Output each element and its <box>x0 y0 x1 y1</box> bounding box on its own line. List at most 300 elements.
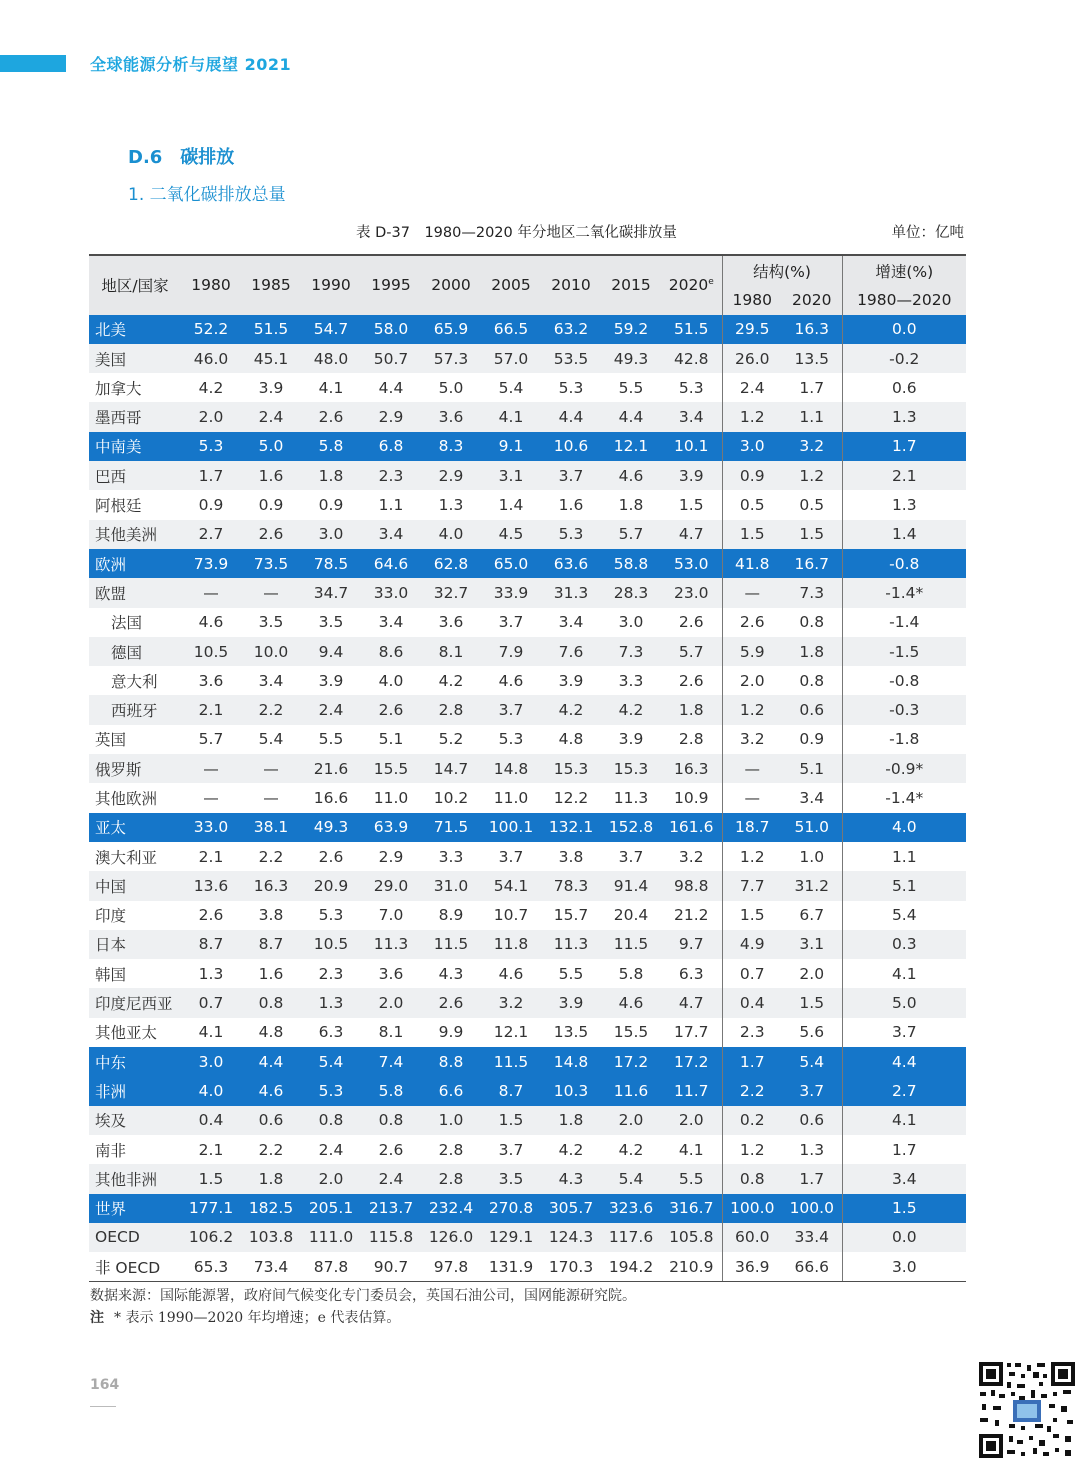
header-year: 1995 <box>361 255 421 315</box>
cell-structure: 16.3 <box>782 315 842 344</box>
cell-emission: 2.6 <box>301 402 361 431</box>
table-row <box>89 344 966 373</box>
cell-emission: 129.1 <box>481 1223 541 1252</box>
cell-emission: 210.9 <box>661 1252 722 1282</box>
cell-structure: 33.4 <box>782 1223 842 1252</box>
cell-emission: 2.2 <box>241 695 301 724</box>
cell-emission: 1.5 <box>481 1106 541 1135</box>
table-row <box>89 783 966 812</box>
row-name: 亚太 <box>89 813 181 842</box>
table-row-region <box>89 1047 966 1076</box>
row-name: 日本 <box>89 930 181 959</box>
table-row <box>89 637 966 666</box>
cell-emission: 13.5 <box>553 1023 589 1042</box>
cell-emission: 90.7 <box>361 1252 421 1282</box>
cell-structure: 5.6 <box>799 1023 825 1042</box>
cell-emission: 34.7 <box>301 578 361 607</box>
table-row <box>89 520 966 549</box>
cell-emission: 15.5 <box>613 1023 649 1042</box>
cell-emission: 73.5 <box>241 549 301 578</box>
cell-emission: 32.7 <box>421 578 481 607</box>
cell-emission: 2.1 <box>181 695 241 724</box>
cell-emission: 5.7 <box>661 637 722 666</box>
cell-emission: 45.1 <box>241 344 301 373</box>
cell-emission: 124.3 <box>541 1223 601 1252</box>
cell-emission: 49.3 <box>601 344 661 373</box>
cell-emission: 15.3 <box>601 754 661 783</box>
cell-emission: 15.7 <box>553 906 589 925</box>
cell-emission: 2.2 <box>258 1140 284 1159</box>
cell-emission: 58.0 <box>361 315 421 344</box>
cell-structure: 2.3 <box>722 1018 782 1047</box>
table-row <box>89 1223 966 1252</box>
row-name: 其他欧洲 <box>95 789 158 808</box>
row-name: 德国 <box>89 637 181 666</box>
cell-structure: 13.5 <box>782 344 842 373</box>
cell-emission: 49.3 <box>301 813 361 842</box>
cell-structure: 0.7 <box>722 959 782 988</box>
table-row <box>89 1018 966 1047</box>
table-row <box>89 959 966 988</box>
table-row-region <box>89 315 966 344</box>
cell-emission: 0.9 <box>198 496 224 515</box>
cell-emission: 17.2 <box>661 1047 722 1076</box>
cell-emission: 11.3 <box>361 930 421 959</box>
cell-emission: 2.0 <box>181 402 241 431</box>
cell-emission: 6.3 <box>678 964 704 983</box>
row-name: 加拿大 <box>95 379 142 398</box>
cell-emission: 5.7 <box>601 520 661 549</box>
cell-emission: 29.0 <box>361 871 421 900</box>
cell-emission: 38.1 <box>241 813 301 842</box>
table-row <box>89 1164 966 1193</box>
cell-emission: 3.4 <box>361 520 421 549</box>
cell-emission: 2.9 <box>361 402 421 431</box>
cell-emission: 3.7 <box>498 847 524 866</box>
cell-structure: 4.9 <box>722 930 782 959</box>
table-row <box>89 901 966 930</box>
cell-emission: 170.3 <box>541 1252 601 1282</box>
cell-emission: 20.4 <box>613 906 649 925</box>
cell-emission: 4.0 <box>181 1076 241 1105</box>
cell-emission: 98.8 <box>661 871 722 900</box>
cell-emission: 2.3 <box>361 461 421 490</box>
cell-emission: 10.5 <box>181 637 241 666</box>
cell-emission: 5.3 <box>678 378 704 397</box>
table-row <box>89 461 966 490</box>
cell-emission: 3.7 <box>618 847 644 866</box>
cell-growth: 1.5 <box>842 1194 966 1223</box>
cell-emission: 2.9 <box>421 461 481 490</box>
cell-emission: 53.0 <box>661 549 722 578</box>
cell-emission: 73.4 <box>241 1252 301 1282</box>
cell-emission: — <box>181 578 241 607</box>
cell-emission: 3.6 <box>438 613 464 632</box>
cell-growth: 4.0 <box>842 813 966 842</box>
header-accent-bar <box>0 55 66 72</box>
cell-emission: 4.0 <box>421 520 481 549</box>
cell-growth: 4.1 <box>842 959 966 988</box>
cell-emission: 0.7 <box>181 988 241 1017</box>
row-name: 澳大利亚 <box>95 848 158 867</box>
cell-emission: 7.3 <box>601 637 661 666</box>
cell-emission: 6.8 <box>361 432 421 461</box>
cell-emission: 11.8 <box>481 930 541 959</box>
cell-emission: 4.7 <box>661 988 722 1017</box>
cell-emission: 323.6 <box>601 1194 661 1223</box>
cell-growth: -0.8 <box>842 666 966 695</box>
cell-growth: 1.3 <box>842 490 966 519</box>
cell-emission: 1.6 <box>558 496 584 515</box>
row-name: 南非 <box>95 1141 127 1160</box>
cell-structure: 2.0 <box>722 666 782 695</box>
cell-structure: 1.2 <box>722 695 782 724</box>
cell-structure: 3.0 <box>722 432 782 461</box>
header-year: 1990 <box>301 255 361 315</box>
row-name: 其他美洲 <box>89 520 181 549</box>
cell-structure: 16.7 <box>782 549 842 578</box>
cell-emission: 63.2 <box>541 315 601 344</box>
row-name: 巴西 <box>89 461 181 490</box>
cell-emission: 2.2 <box>258 847 284 866</box>
cell-emission: 4.1 <box>678 1140 704 1159</box>
cell-structure: 3.2 <box>722 725 782 754</box>
row-name: 其他非洲 <box>89 1164 181 1193</box>
cell-structure: 31.2 <box>782 871 842 900</box>
cell-emission: 4.4 <box>378 378 404 397</box>
cell-structure: 66.6 <box>782 1252 842 1282</box>
row-name: 英国 <box>95 731 127 750</box>
row-name: OECD <box>89 1223 181 1252</box>
cell-growth: -1.4* <box>842 783 966 812</box>
cell-emission: 11.0 <box>493 788 529 807</box>
cell-emission: 4.6 <box>601 461 661 490</box>
cell-structure: 2.0 <box>799 964 825 983</box>
cell-emission: 5.3 <box>318 906 344 925</box>
cell-structure: 0.2 <box>722 1106 782 1135</box>
table-row <box>89 402 966 431</box>
cell-emission: 2.4 <box>318 1140 344 1159</box>
cell-structure: 0.5 <box>722 490 782 519</box>
note-text: * 表示 1990—2020 年均增速；e 代表估算。 <box>114 1310 401 1326</box>
cell-emission: 2.4 <box>361 1164 421 1193</box>
cell-emission: 9.7 <box>661 930 722 959</box>
header-year-estimate <box>661 255 722 315</box>
cell-emission: 213.7 <box>361 1194 421 1223</box>
cell-structure: 1.5 <box>722 901 782 930</box>
cell-emission: 2.0 <box>361 988 421 1017</box>
cell-emission: 1.8 <box>618 496 644 515</box>
cell-emission: 194.2 <box>601 1252 661 1282</box>
cell-emission: 1.0 <box>421 1106 481 1135</box>
cell-emission: 3.2 <box>481 988 541 1017</box>
cell-emission: 3.7 <box>481 695 541 724</box>
table-header-row <box>89 255 966 285</box>
row-name: 阿根廷 <box>95 497 142 516</box>
cell-emission: 2.6 <box>198 906 224 925</box>
row-name: 韩国 <box>95 965 127 984</box>
cell-emission: 28.3 <box>601 578 661 607</box>
cell-emission: 10.5 <box>301 930 361 959</box>
cell-emission: 3.4 <box>661 402 722 431</box>
cell-emission: 71.5 <box>421 813 481 842</box>
cell-emission: 1.1 <box>378 496 404 515</box>
table-body <box>89 315 966 1282</box>
cell-emission: 48.0 <box>301 344 361 373</box>
cell-structure: 3.4 <box>799 788 825 807</box>
cell-emission: 2.8 <box>438 1140 464 1159</box>
cell-structure: 1.2 <box>722 402 782 431</box>
table-caption: 表 D-37 1980—2020 年分地区二氧化碳排放量 <box>356 225 677 241</box>
cell-emission: 111.0 <box>301 1223 361 1252</box>
cell-growth: 0.0 <box>842 1223 966 1252</box>
cell-growth: -1.8 <box>842 725 966 754</box>
cell-growth: -0.9* <box>842 754 966 783</box>
cell-emission: 12.1 <box>493 1023 529 1042</box>
cell-emission: 1.7 <box>181 461 241 490</box>
cell-emission: 54.1 <box>481 871 541 900</box>
qr-code-icon <box>977 1360 1077 1460</box>
cell-structure: 29.5 <box>722 315 782 344</box>
cell-emission: 65.9 <box>421 315 481 344</box>
cell-emission: 51.5 <box>661 315 722 344</box>
cell-emission: 10.6 <box>541 432 601 461</box>
cell-structure: 5.9 <box>722 637 782 666</box>
cell-emission: 5.4 <box>258 730 284 749</box>
cell-emission: 65.3 <box>181 1252 241 1282</box>
table-row <box>89 725 966 754</box>
cell-emission: 13.6 <box>181 871 241 900</box>
cell-emission: 4.5 <box>481 520 541 549</box>
cell-emission: 305.7 <box>541 1194 601 1223</box>
cell-growth: 5.4 <box>842 901 966 930</box>
row-name: 欧盟 <box>89 578 181 607</box>
running-header-title: 全球能源分析与展望 2021 <box>90 55 292 74</box>
header-year: 1985 <box>241 255 301 315</box>
cell-emission: 10.1 <box>661 432 722 461</box>
cell-structure: 7.7 <box>722 871 782 900</box>
cell-emission: 5.2 <box>438 730 464 749</box>
cell-emission: 117.6 <box>601 1223 661 1252</box>
cell-emission: 11.0 <box>373 788 409 807</box>
cell-emission: 5.5 <box>558 964 584 983</box>
cell-emission: 54.7 <box>301 315 361 344</box>
cell-emission: 1.8 <box>541 1106 601 1135</box>
cell-emission: 2.6 <box>678 613 704 632</box>
cell-emission: 3.3 <box>438 847 464 866</box>
cell-growth: 1.7 <box>842 432 966 461</box>
cell-emission: 21.6 <box>301 754 361 783</box>
cell-emission: 126.0 <box>421 1223 481 1252</box>
cell-emission: 2.6 <box>361 695 421 724</box>
cell-emission: 7.9 <box>481 637 541 666</box>
cell-emission: 6.3 <box>318 1023 344 1042</box>
cell-emission: 3.8 <box>258 906 284 925</box>
cell-emission: 161.6 <box>661 813 722 842</box>
cell-structure: 1.0 <box>799 847 825 866</box>
cell-emission: 5.4 <box>601 1164 661 1193</box>
cell-emission: — <box>241 754 301 783</box>
cell-structure: 1.8 <box>782 637 842 666</box>
row-name: 欧洲 <box>89 549 181 578</box>
cell-growth: -0.2 <box>842 344 966 373</box>
cell-emission: 2.6 <box>241 520 301 549</box>
table-row <box>89 666 966 695</box>
cell-emission: 4.1 <box>481 402 541 431</box>
row-name: 非 OECD <box>89 1252 181 1282</box>
cell-growth: 5.1 <box>842 871 966 900</box>
cell-growth: 2.7 <box>842 1076 966 1105</box>
cell-structure: 0.6 <box>782 695 842 724</box>
cell-emission: 31.3 <box>541 578 601 607</box>
cell-growth: 2.1 <box>842 461 966 490</box>
cell-structure: 3.2 <box>782 432 842 461</box>
cell-emission: 11.5 <box>481 1047 541 1076</box>
cell-emission: 16.6 <box>313 788 349 807</box>
cell-emission: 23.0 <box>661 578 722 607</box>
row-name: 其他亚太 <box>95 1024 158 1043</box>
cell-emission: 5.3 <box>181 432 241 461</box>
cell-emission: 2.6 <box>421 988 481 1017</box>
cell-structure: — <box>722 754 782 783</box>
cell-emission: 4.6 <box>241 1076 301 1105</box>
table-row-region <box>89 549 966 578</box>
cell-structure: 1.7 <box>782 1164 842 1193</box>
cell-emission: 132.1 <box>541 813 601 842</box>
row-name: 中国 <box>89 871 181 900</box>
cell-emission: 3.9 <box>558 671 584 690</box>
cell-emission: 4.0 <box>378 671 404 690</box>
cell-emission: 3.5 <box>258 613 284 632</box>
cell-emission: 66.5 <box>481 315 541 344</box>
cell-emission: 3.4 <box>258 671 284 690</box>
page-number: 164 <box>90 1377 120 1393</box>
cell-emission: 100.1 <box>481 813 541 842</box>
table-row <box>89 754 966 783</box>
cell-emission: 4.6 <box>498 964 524 983</box>
cell-emission: 7.0 <box>378 906 404 925</box>
cell-emission: 1.6 <box>241 461 301 490</box>
cell-structure: 41.8 <box>722 549 782 578</box>
cell-emission: 2.8 <box>421 1164 481 1193</box>
cell-emission: 3.5 <box>318 613 344 632</box>
cell-emission: 3.6 <box>378 964 404 983</box>
cell-emission: 10.3 <box>541 1076 601 1105</box>
cell-emission: 0.6 <box>241 1106 301 1135</box>
cell-emission: 3.5 <box>481 1164 541 1193</box>
cell-emission: 4.8 <box>558 730 584 749</box>
cell-growth: 4.4 <box>842 1047 966 1076</box>
header-year-label: 2020 <box>668 276 709 295</box>
cell-emission: 115.8 <box>361 1223 421 1252</box>
cell-emission: 3.9 <box>318 671 344 690</box>
cell-emission: 5.0 <box>241 432 301 461</box>
cell-growth: 3.0 <box>842 1252 966 1282</box>
cell-emission: 63.6 <box>541 549 601 578</box>
data-source: 数据来源：国际能源署，政府间气候变化专门委员会，英国石油公司，国网能源研究院。 <box>90 1288 636 1304</box>
note-label: 注 <box>90 1310 104 1326</box>
cell-structure: 1.7 <box>799 378 825 397</box>
cell-emission: 4.6 <box>601 988 661 1017</box>
row-name: 世界 <box>89 1194 181 1223</box>
cell-emission: 2.9 <box>378 847 404 866</box>
cell-emission: 3.2 <box>678 847 704 866</box>
cell-emission: 4.7 <box>661 520 722 549</box>
cell-structure: 1.5 <box>782 988 842 1017</box>
cell-growth: 0.3 <box>842 930 966 959</box>
table-row <box>89 695 966 724</box>
cell-emission: 62.8 <box>421 549 481 578</box>
cell-structure: 0.8 <box>722 1164 782 1193</box>
cell-emission: 5.3 <box>558 378 584 397</box>
cell-emission: 1.5 <box>678 496 704 515</box>
table-row <box>89 842 966 871</box>
cell-emission: 2.8 <box>678 730 704 749</box>
cell-emission: 3.9 <box>258 378 284 397</box>
cell-structure: 18.7 <box>722 813 782 842</box>
cell-emission: 14.8 <box>541 1047 601 1076</box>
row-name: 法国 <box>111 614 143 633</box>
cell-emission: 4.4 <box>241 1047 301 1076</box>
row-name: 埃及 <box>89 1106 181 1135</box>
cell-structure: 1.7 <box>722 1047 782 1076</box>
row-name: 北美 <box>89 315 181 344</box>
cell-growth: -1.4 <box>842 608 966 637</box>
cell-emission: 8.9 <box>438 906 464 925</box>
cell-structure: 0.8 <box>799 613 825 632</box>
cell-emission: 3.9 <box>541 988 601 1017</box>
cell-emission: 8.7 <box>181 930 241 959</box>
cell-emission: 2.0 <box>601 1106 661 1135</box>
cell-emission: 8.8 <box>421 1047 481 1076</box>
cell-emission: 103.8 <box>241 1223 301 1252</box>
cell-emission: 11.5 <box>421 930 481 959</box>
cell-emission: 5.8 <box>618 964 644 983</box>
cell-structure: 5.1 <box>782 754 842 783</box>
header-year: 2000 <box>421 255 481 315</box>
cell-emission: 5.0 <box>438 378 464 397</box>
cell-emission: 1.3 <box>438 496 464 515</box>
cell-emission: 232.4 <box>421 1194 481 1223</box>
section-subtitle: 1. 二氧化碳排放总量 <box>128 185 286 205</box>
cell-emission: 4.4 <box>601 402 661 431</box>
cell-emission: 5.5 <box>618 378 644 397</box>
cell-emission: 3.7 <box>498 613 524 632</box>
cell-emission: 2.6 <box>318 847 344 866</box>
cell-structure: 1.3 <box>799 1140 825 1159</box>
cell-structure: 26.0 <box>722 344 782 373</box>
table-row <box>89 930 966 959</box>
table-row <box>89 988 966 1017</box>
cell-emission: 270.8 <box>481 1194 541 1223</box>
cell-emission: 15.5 <box>361 754 421 783</box>
cell-emission: 3.8 <box>558 847 584 866</box>
cell-emission: 1.4 <box>498 496 524 515</box>
cell-structure: 3.7 <box>782 1076 842 1105</box>
cell-emission: 14.7 <box>421 754 481 783</box>
table-unit: 单位：亿吨 <box>891 225 964 241</box>
cell-emission: 97.8 <box>421 1252 481 1282</box>
row-name: 美国 <box>89 344 181 373</box>
table-row <box>89 373 966 402</box>
cell-emission: 33.0 <box>361 578 421 607</box>
table-row <box>89 1135 966 1164</box>
cell-growth: 5.0 <box>842 988 966 1017</box>
cell-emission: 152.8 <box>601 813 661 842</box>
cell-emission: 3.4 <box>378 613 404 632</box>
cell-growth: 0.0 <box>842 315 966 344</box>
cell-emission: 4.3 <box>438 964 464 983</box>
